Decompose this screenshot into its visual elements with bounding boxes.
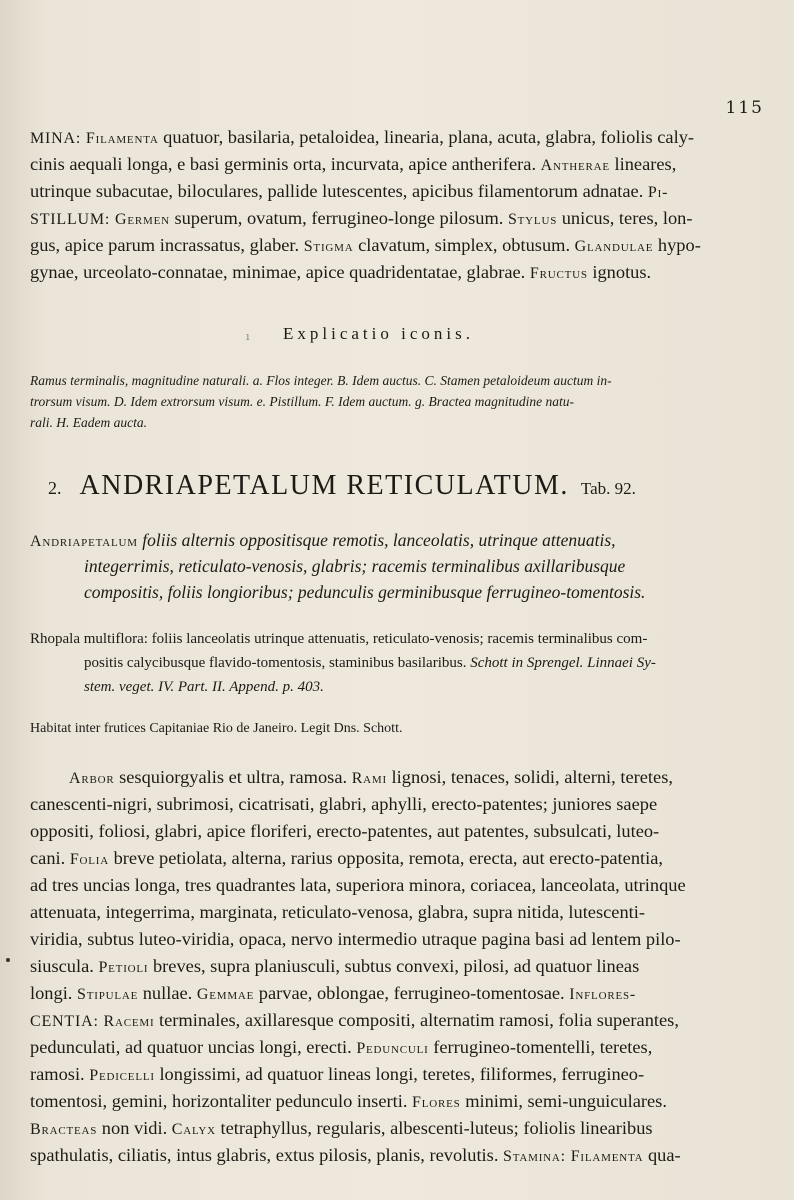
text-line	[30, 818, 763, 844]
small-caps-term: Inflores-	[569, 986, 637, 1003]
small-caps-term: Stamina:	[503, 1148, 571, 1165]
text-run: tomentosi, gemini, horizontaliter pedunculo inserti.	[30, 1091, 413, 1111]
small-caps-term: Petioli	[98, 959, 149, 976]
habitat: Habitat inter frutices Capitaniae Rio de Janeiro. Legit Dns. Schott.	[30, 721, 403, 736]
small-caps-term: Pedunculi	[356, 1040, 429, 1057]
text-run: breve petiolata, alterna, rarius opposita, remota, erecta, aut erecto-patentia,	[109, 848, 663, 868]
text-line	[30, 1115, 763, 1143]
text-line	[30, 1034, 763, 1062]
text-run: nullae.	[138, 983, 197, 1003]
text-line	[30, 232, 763, 260]
small-caps-term: Bracteas	[30, 1121, 98, 1138]
text-run: non vidi.	[97, 1118, 172, 1138]
text-run: utrinque subacutae, biloculares, pallide lutescentes, apicibus filamentorum adnatae.	[30, 181, 648, 201]
text-run: siuscula.	[30, 956, 99, 976]
text-run: ad tres uncias longa, tres quadrantes lata, superiora minora, coriacea, lanceolata, utrinque	[30, 875, 686, 895]
text-run: cani.	[30, 848, 70, 868]
text-line	[30, 953, 763, 981]
small-caps-term: Pi-	[647, 184, 669, 201]
small-caps-term: MINA:	[30, 130, 86, 147]
text-run: quatuor, basilaria, petaloidea, linearia, plana, acuta, glabra, foliolis caly-	[158, 127, 695, 147]
text-line	[30, 1088, 763, 1116]
text-run: attenuata, integerrima, marginata, reticulato-venosa, glabra, supra nitida, lutescenti-	[30, 902, 645, 922]
small-caps-term: Stigma	[303, 238, 354, 255]
diagnosis-line: foliis alternis oppositisque remotis, lanceolatis, utrinque attenuatis,	[142, 530, 616, 550]
text-run: clavatum, simplex, obtusum.	[353, 235, 575, 255]
plate-reference: Tab. 92.	[580, 479, 636, 498]
small-caps-term: Stipulae	[77, 986, 139, 1003]
text-run: pedunculati, ad quatuor uncias longi, erecti.	[30, 1037, 357, 1057]
text-run: terminales, axillaresque compositi, alternatim ramosi, folia superantes,	[154, 1010, 679, 1030]
small-caps-term: Antherae	[540, 157, 610, 174]
text-run: gynae, urceolato-connatae, minimae, apice quadridentatae, glabrae.	[30, 262, 530, 282]
small-caps-term: CENTIA:	[30, 1013, 104, 1030]
text-run: hypo-	[653, 235, 701, 255]
small-caps-term: Glandulae	[574, 238, 654, 255]
text-line	[30, 205, 763, 233]
synonym-line: positis calycibusque flavido-tomentosis, staminibus basilaribus.	[84, 655, 467, 671]
explicatio-line: rali. H. Eadem aucta.	[30, 415, 147, 430]
small-caps-term: Gemmae	[196, 986, 255, 1003]
text-run: viridia, subtus luteo-viridia, opaca, nervo intermedio utraque pagina basi ad lentem pilo-	[30, 929, 681, 949]
small-caps-term: Arbor	[69, 770, 115, 787]
small-caps-term: Calyx	[171, 1121, 216, 1138]
text-line	[30, 178, 763, 206]
text-run: oppositi, foliosi, glabri, apice floriferi, erecto-patentes, aut patentes, subsulcati, luteo-	[30, 821, 660, 841]
text-run: superum, ovatum, ferrugineo-longe pilosum.	[169, 208, 508, 228]
synonym-line: Rhopala multiflora: foliis lanceolatis utrinque attenuatis, reticulato-venosis; racemis terminalibus com-	[30, 631, 648, 647]
small-caps-term: Germen	[114, 211, 170, 228]
text-line	[30, 151, 763, 179]
small-caps-term: Pedicelli	[89, 1067, 155, 1084]
diagnosis-genus: Andriapetalum	[30, 533, 138, 550]
small-caps-term: Flores	[412, 1094, 461, 1111]
explicatio-line: Ramus terminalis, magnitudine naturali. a. Flos integer. B. Idem auctus. C. Stamen petaloideum auctum in-	[30, 373, 612, 388]
synonym-line: stem. veget. IV. Part. II. Append. p. 403.	[84, 679, 324, 695]
small-caps-term: Rami	[351, 770, 387, 787]
text-line	[30, 872, 763, 898]
text-run: ramosi.	[30, 1064, 90, 1084]
text-run: unicus, teres, lon-	[557, 208, 693, 228]
text-run: breves, supra planiusculi, subtus convexi, pilosi, ad quatuor lineas	[148, 956, 640, 976]
explicatio-title: Explicatio iconis.	[283, 324, 474, 343]
page-number: 115	[725, 98, 764, 118]
text-run: cinis aequali longa, e basi germinis orta, incurvata, apice antherifera.	[30, 154, 541, 174]
text-run: tetraphyllus, regularis, albescenti-luteus; foliolis linearibus	[215, 1118, 653, 1138]
text-run: qua-	[643, 1145, 681, 1165]
text-line	[30, 899, 763, 925]
small-caps-term: Stylus	[507, 211, 558, 228]
text-run: ferrugineo-tomentelli, teretes,	[428, 1037, 653, 1057]
figure-mark: ı	[246, 330, 250, 343]
text-line	[30, 124, 763, 152]
text-line	[30, 259, 651, 287]
text-line	[30, 980, 763, 1008]
text-run: parvae, oblongae, ferrugineo-tomentosae.	[254, 983, 570, 1003]
text-run: spathulatis, ciliatis, intus glabris, extus pilosis, planis, revolutis.	[30, 1145, 504, 1165]
explicatio-line: trorsum visum. D. Idem extrorsum visum. e. Pistillum. F. Idem auctum. g. Bractea magnitudine natu-	[30, 394, 574, 409]
text-run: sesquiorgyalis et ultra, ramosa.	[114, 767, 352, 787]
text-line	[30, 1061, 763, 1089]
diagnosis-line: compositis, foliis longioribus; pedunculis germinibusque ferrugineo-tomentosis.	[84, 582, 646, 602]
text-line	[30, 791, 763, 817]
text-run: ignotus.	[587, 262, 652, 282]
small-caps-term: Filamenta	[570, 1148, 644, 1165]
text-line	[30, 1142, 763, 1170]
text-run: minimi, semi-unguiculares.	[460, 1091, 667, 1111]
synonym-citation: Schott in Sprengel. Linnaei Sy-	[470, 655, 656, 671]
text-run: gus, apice parum incrassatus, glaber.	[30, 235, 304, 255]
text-run: longissimi, ad quatuor lineas longi, teretes, filiformes, ferrugineo-	[154, 1064, 645, 1084]
species-heading	[48, 470, 636, 502]
small-caps-term: Folia	[69, 851, 109, 868]
text-run: canescenti-nigri, subrimosi, cicatrisati, glabri, aphylli, erecto-patentes; juniores saepe	[30, 794, 658, 814]
margin-dot	[6, 958, 10, 962]
small-caps-term: Fructus	[529, 265, 588, 282]
species-number: 2.	[48, 478, 62, 498]
text-run: lineares,	[609, 154, 677, 174]
diagnosis-line: integerrimis, reticulato-venosis, glabris; racemis terminalibus axillaribusque	[84, 556, 626, 576]
small-caps-term: Filamenta	[85, 130, 159, 147]
small-caps-term: Racemi	[103, 1013, 155, 1030]
text-line	[30, 1007, 763, 1035]
species-name: ANDRIAPETALUM RETICULATUM.	[79, 470, 569, 501]
text-line	[30, 845, 763, 873]
text-run: lignosi, tenaces, solidi, alterni, teretes,	[386, 767, 673, 787]
text-run: longi.	[30, 983, 78, 1003]
small-caps-term: STILLUM:	[30, 211, 115, 228]
text-line	[30, 926, 763, 952]
text-line	[69, 764, 763, 792]
